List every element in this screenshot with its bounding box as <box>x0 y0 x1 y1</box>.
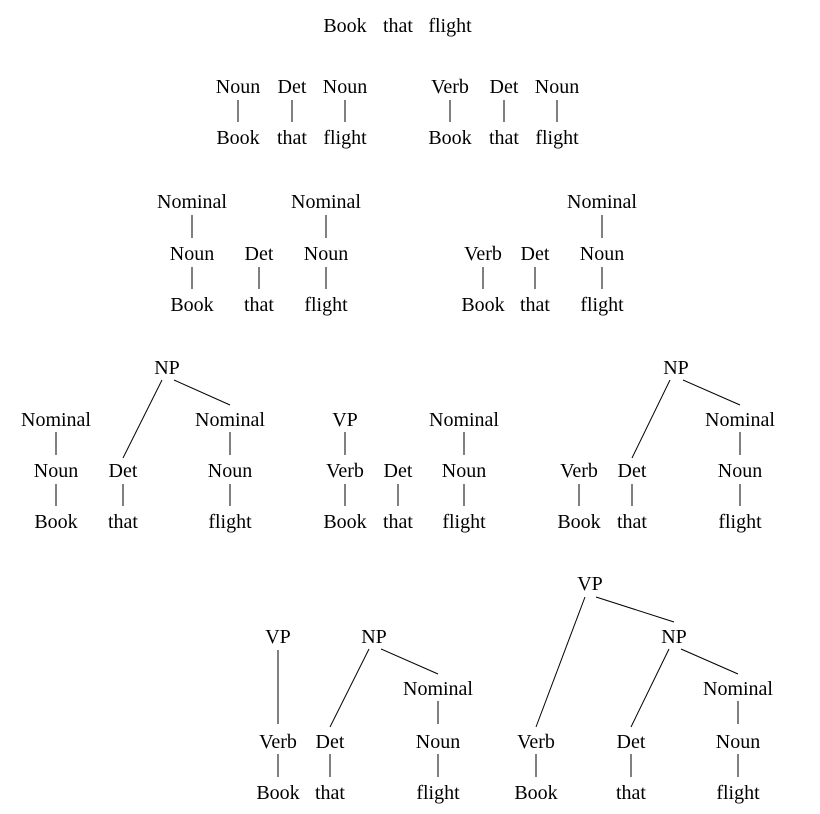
node-nominal: Nominal <box>403 678 473 700</box>
word-that: that <box>617 511 647 533</box>
pos-noun: Noun <box>207 460 253 482</box>
pos-noun: Noun <box>415 731 461 753</box>
tree-edge <box>174 380 230 405</box>
tree-edge <box>631 649 669 727</box>
node-nominal: Nominal <box>291 191 361 213</box>
pos-verb: Verb <box>464 243 502 265</box>
pos-noun: Noun <box>441 460 487 482</box>
word-that: that <box>520 294 550 316</box>
word-book: Book <box>256 782 300 804</box>
word-book: Book <box>428 127 472 149</box>
node-nominal: Nominal <box>703 678 773 700</box>
pos-det: Det <box>244 243 274 265</box>
word-that: that <box>244 294 274 316</box>
word-flight: flight <box>535 127 579 149</box>
pos-det: Det <box>489 76 519 98</box>
tree-edge <box>123 380 162 458</box>
pos-noun: Noun <box>215 76 261 98</box>
pos-det: Det <box>383 460 413 482</box>
node-nominal: Nominal <box>429 409 499 431</box>
word-flight: flight <box>442 511 486 533</box>
node-vp: VP <box>332 409 358 431</box>
word-that: that <box>315 782 345 804</box>
node-nominal: Nominal <box>567 191 637 213</box>
pos-noun: Noun <box>169 243 215 265</box>
word-that: that <box>383 511 413 533</box>
word-flight: flight <box>718 511 762 533</box>
word-flight: flight <box>323 127 367 149</box>
pos-verb: Verb <box>560 460 598 482</box>
word-flight: flight <box>304 294 348 316</box>
node-np: NP <box>663 357 689 379</box>
node-nominal: Nominal <box>705 409 775 431</box>
tree-edge <box>330 649 369 727</box>
node-vp: VP <box>577 573 603 595</box>
word-that: that <box>108 511 138 533</box>
pos-det: Det <box>315 731 345 753</box>
node-nominal: Nominal <box>21 409 91 431</box>
word-flight: flight <box>428 15 472 37</box>
pos-det: Det <box>108 460 138 482</box>
node-np: NP <box>154 357 180 379</box>
node-nominal: Nominal <box>195 409 265 431</box>
word-book: Book <box>557 511 601 533</box>
word-flight: flight <box>580 294 624 316</box>
word-book: Book <box>170 294 214 316</box>
pos-verb: Verb <box>259 731 297 753</box>
pos-noun: Noun <box>715 731 761 753</box>
word-book: Book <box>461 294 505 316</box>
word-book: Book <box>216 127 260 149</box>
node-nominal: Nominal <box>157 191 227 213</box>
pos-noun: Noun <box>717 460 763 482</box>
pos-noun: Noun <box>303 243 349 265</box>
tree-edge <box>632 380 670 458</box>
word-that: that <box>616 782 646 804</box>
word-flight: flight <box>716 782 760 804</box>
tree-edge <box>381 649 438 674</box>
pos-det: Det <box>277 76 307 98</box>
word-book: Book <box>323 15 367 37</box>
node-np: NP <box>661 626 687 648</box>
pos-noun: Noun <box>534 76 580 98</box>
pos-verb: Verb <box>431 76 469 98</box>
pos-noun: Noun <box>579 243 625 265</box>
pos-det: Det <box>520 243 550 265</box>
node-vp: VP <box>265 626 291 648</box>
word-flight: flight <box>208 511 252 533</box>
pos-det: Det <box>616 731 646 753</box>
word-that: that <box>383 15 413 37</box>
word-book: Book <box>34 511 78 533</box>
tree-edge <box>536 597 585 727</box>
pos-det: Det <box>617 460 647 482</box>
word-book: Book <box>323 511 367 533</box>
word-that: that <box>277 127 307 149</box>
word-flight: flight <box>416 782 460 804</box>
pos-noun: Noun <box>322 76 368 98</box>
tree-edge <box>596 597 674 622</box>
pos-verb: Verb <box>326 460 364 482</box>
pos-verb: Verb <box>517 731 555 753</box>
tree-edge <box>683 380 740 405</box>
word-that: that <box>489 127 519 149</box>
pos-noun: Noun <box>33 460 79 482</box>
word-book: Book <box>514 782 558 804</box>
node-np: NP <box>361 626 387 648</box>
tree-edge <box>681 649 738 674</box>
